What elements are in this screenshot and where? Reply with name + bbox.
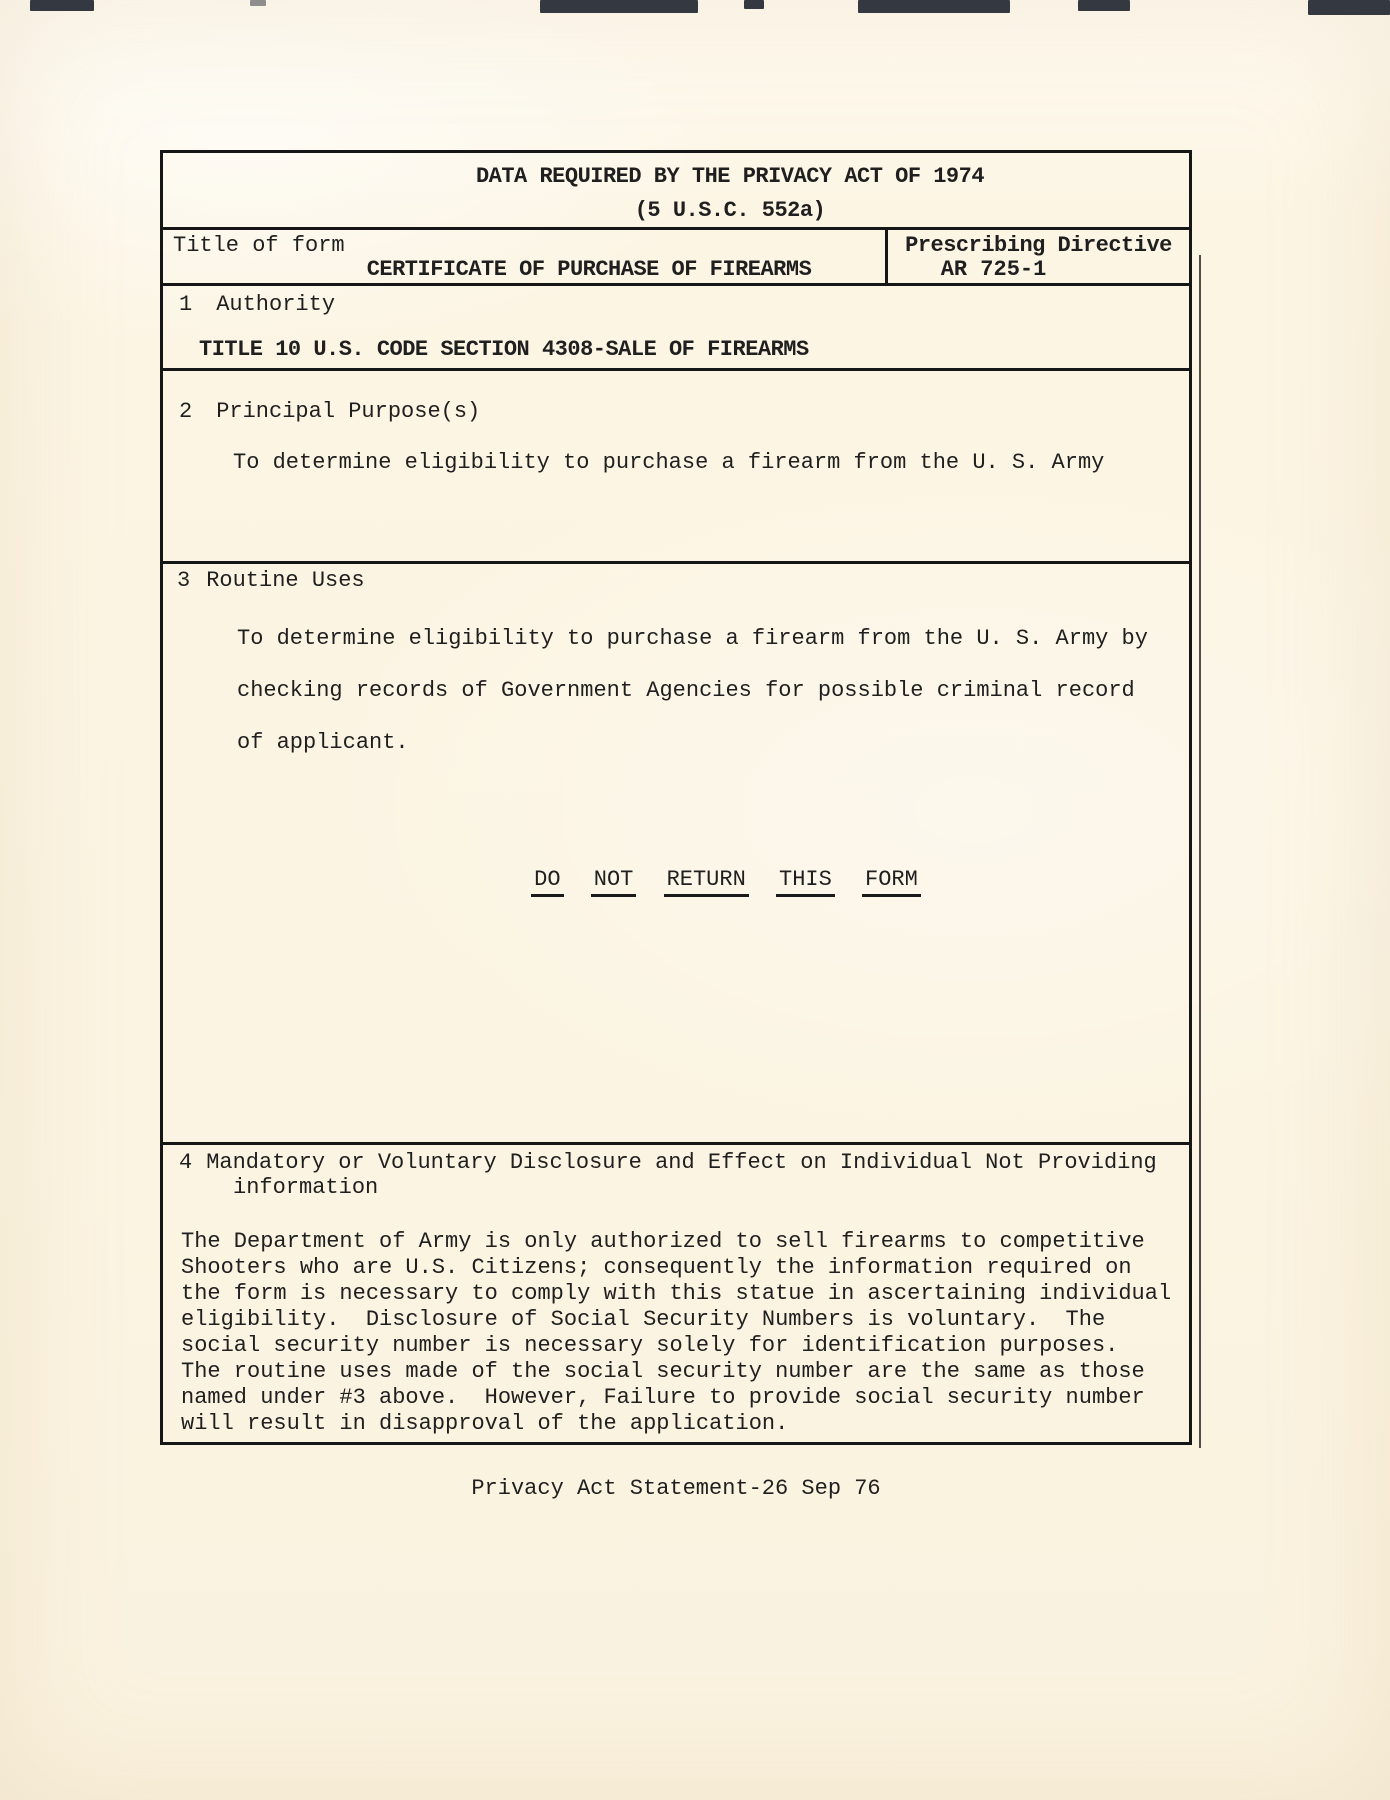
- callout-word: NOT: [591, 867, 637, 897]
- routine-uses-text: [163, 613, 1189, 769]
- section-principal-purposes-heading: [163, 399, 1189, 424]
- section-heading-text: Authority: [216, 292, 336, 317]
- form-title-value: CERTIFICATE OF PURCHASE OF FIREARMS: [366, 257, 812, 282]
- section-heading-text: Mandatory or Voluntary Disclosure and Effect on Individual Not Providing: [206, 1150, 1157, 1175]
- disclosure-line: will result in disapproval of the application.: [181, 1411, 789, 1436]
- title-row: [163, 230, 1189, 286]
- prescribing-directive-label: Prescribing Directive: [905, 233, 1172, 258]
- disclosure-line: The Department of Army is only authorized to sell firearms to competitive: [181, 1229, 1145, 1254]
- scan-artifact: [1078, 0, 1130, 11]
- section-heading-text: Principal Purpose(s): [216, 399, 481, 424]
- section-number: 1: [179, 292, 193, 317]
- scan-artifact: [744, 0, 764, 9]
- section-heading-text: Routine Uses: [206, 568, 365, 593]
- prescribing-directive-value: AR 725-1: [940, 257, 1047, 282]
- section-number: 3: [177, 568, 191, 593]
- section-disclosure: [163, 1145, 1189, 1442]
- callout-word: RETURN: [664, 867, 749, 897]
- title-of-form-cell: [163, 230, 888, 283]
- section-authority: [163, 286, 1189, 371]
- form-banner: [163, 153, 1189, 230]
- section-principal-purposes: [163, 371, 1189, 564]
- banner-statute: (5 U.S.C. 552a): [634, 198, 826, 223]
- callout-word: THIS: [776, 867, 835, 897]
- authority-text: TITLE 10 U.S. CODE SECTION 4308-SALE OF FIREARMS: [199, 337, 809, 362]
- routine-uses-line: To determine eligibility to purchase a firearm from the U. S. Army by: [237, 626, 1148, 651]
- section-authority-heading: [163, 292, 1189, 317]
- scan-artifact: [30, 0, 94, 11]
- callout-word: DO: [531, 867, 563, 897]
- principal-purpose-text: To determine eligibility to purchase a firearm from the U. S. Army: [233, 450, 1105, 475]
- section-routine-uses-heading: [163, 568, 1189, 593]
- section-heading-text-wrap: information: [233, 1175, 379, 1200]
- routine-uses-line: of applicant.: [237, 730, 409, 755]
- document-footer: Privacy Act Statement-26 Sep 76: [471, 1476, 881, 1501]
- scan-artifact: [1308, 0, 1390, 15]
- section-number: 4: [179, 1150, 193, 1175]
- disclosure-line: The routine uses made of the social security number are the same as those: [181, 1359, 1145, 1384]
- scan-double-border-line: [1199, 255, 1201, 1448]
- prescribing-directive-cell: [888, 230, 1189, 283]
- disclosure-line: Shooters who are U.S. Citizens; consequently the information required on: [181, 1255, 1132, 1280]
- section-number: 2: [179, 399, 193, 424]
- disclosure-text: [163, 1229, 1189, 1437]
- callout-word: FORM: [862, 867, 921, 897]
- scan-artifact: [250, 0, 266, 6]
- disclosure-line: eligibility. Disclosure of Social Security Numbers is voluntary. The: [181, 1307, 1106, 1332]
- privacy-act-statement-form: [160, 150, 1192, 1445]
- do-not-return-notice: [163, 867, 1189, 897]
- disclosure-line: the form is necessary to comply with this statue in ascertaining individual: [181, 1281, 1172, 1306]
- section-disclosure-heading: [163, 1150, 1189, 1175]
- banner-title: DATA REQUIRED BY THE PRIVACY ACT OF 1974: [475, 164, 985, 189]
- disclosure-line: social security number is necessary solely for identification purposes.: [181, 1333, 1119, 1358]
- scan-artifact: [858, 0, 1010, 13]
- disclosure-line: named under #3 above. However, Failure to provide social security number: [181, 1385, 1145, 1410]
- scan-artifact: [540, 0, 698, 13]
- section-routine-uses: [163, 564, 1189, 1145]
- title-of-form-label: Title of form: [173, 233, 345, 258]
- routine-uses-line: checking records of Government Agencies for possible criminal record: [237, 678, 1135, 703]
